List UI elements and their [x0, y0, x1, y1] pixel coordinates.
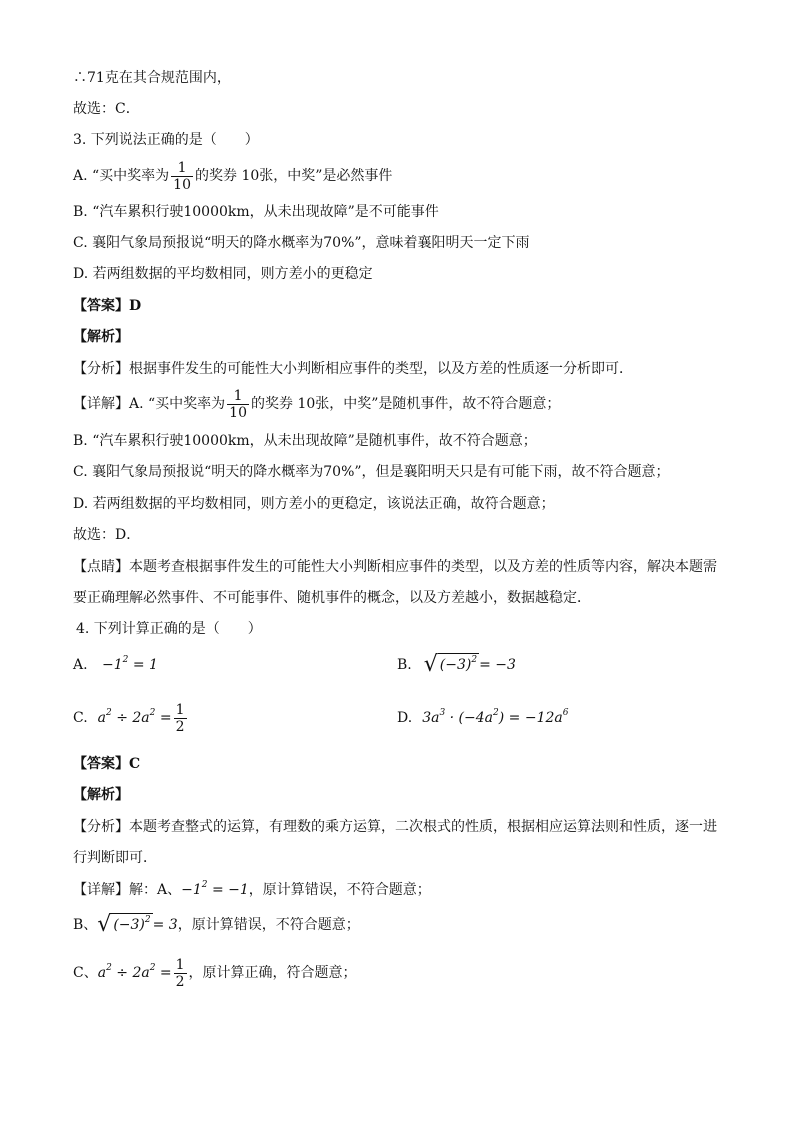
question-4-option-b	[397, 650, 516, 680]
fraction	[171, 160, 193, 193]
sqrt-expression: √ $(-3)^2$	[423, 652, 478, 677]
analysis-text: 【分析】本题考查整式的运算，有理数的乘方运算，二次根式的性质，根据相应运算法则和性质，逐一进	[73, 819, 717, 835]
question-3-stem: 3. 下列说法正确的是（ ）	[73, 132, 259, 148]
detail-line: 【详解】解：A、$-1^2 = -1$，原计算错误，不符合题意；	[73, 880, 431, 898]
detail-line: B、 √ $(-3)^2$ = 3 ，原计算错误，不符合题意；	[73, 912, 360, 937]
option-label: B.	[397, 657, 412, 673]
detail-line	[73, 386, 560, 422]
detail-text: 【详解】A. “买中奖率为	[73, 396, 226, 412]
question-3-option-a	[73, 158, 392, 194]
option-text: A. “买中奖率为	[73, 168, 170, 184]
math-expression: $a^2 \div 2a^2$ =	[97, 963, 172, 981]
fraction-denominator: 10	[173, 176, 191, 193]
fraction: $\frac{1}{2}$	[175, 701, 185, 735]
question-4-option-c	[73, 700, 189, 736]
detail-line: B. “汽车累积行驶10000km，从未出现故障”是随机事件，故不符合题意；	[73, 433, 537, 449]
fraction-denominator: 10	[229, 404, 247, 421]
question-4-stem: 4. 下列计算正确的是（ ）	[76, 621, 262, 637]
option-label: A.	[73, 657, 88, 673]
analysis-text: 行判断即可．	[73, 850, 157, 866]
text-line: ∴71克在其合规范围内，	[73, 70, 231, 86]
note-text: 【点睛】本题考查根据事件发生的可能性大小判断相应事件的类型，以及方差的性质等内容，解决本题需	[73, 559, 717, 575]
text-line: 故选：C．	[73, 101, 140, 117]
math-expression: = −3	[479, 657, 516, 673]
option-label: C.	[73, 710, 88, 726]
fraction-numerator: 1	[177, 159, 187, 176]
math-expression: $-1^2 = -1$	[181, 880, 249, 898]
question-3-option-b: B. “汽车累积行驶10000km，从未出现故障”是不可能事件	[73, 204, 439, 220]
detail-line: C、 $a^2 \div 2a^2$ = $\frac{1}{2}$ ，原计算正确，符合题意；	[73, 956, 357, 990]
fraction-numerator: 1	[233, 387, 243, 404]
math-expression: $-1^2 = 1$	[102, 655, 158, 673]
math-expression: $3a^3 \cdot (-4a^2) = -12a^6$	[422, 708, 569, 726]
question-3-option-c: C. 襄阳气象局预报说“明天的降水概率为70%”，意味着襄阳明天一定下雨	[73, 235, 530, 251]
answer-label: 【答案】C	[73, 756, 141, 772]
question-3-option-d: D. 若两组数据的平均数相同，则方差小的更稳定	[73, 266, 373, 282]
text-line: 故选：D．	[73, 527, 141, 543]
detail-line: C. 襄阳气象局预报说“明天的降水概率为70%”，但是襄阳明天只是有可能下雨，故不符合题意；	[73, 464, 670, 480]
analysis-text: 【分析】根据事件发生的可能性大小判断相应事件的类型，以及方差的性质逐一分析即可．	[73, 361, 633, 377]
fraction: $\frac{1}{2}$	[175, 956, 185, 990]
option-text: 的奖券 10张，中奖”是必然事件	[195, 168, 393, 184]
question-4-option-a	[73, 655, 158, 675]
analysis-label: 【解析】	[73, 787, 129, 803]
sqrt-expression: √ $(-3)^2$	[97, 912, 151, 937]
option-label: D.	[397, 710, 413, 726]
fraction	[227, 388, 249, 421]
math-expression: $a^2 \div 2a^2$ =	[97, 708, 172, 726]
analysis-label: 【解析】	[73, 329, 129, 345]
detail-line: D. 若两组数据的平均数相同，则方差小的更稳定，该说法正确，故符合题意；	[73, 496, 555, 512]
note-text: 要正确理解必然事件、不可能事件、随机事件的概念，以及方差越小，数据越稳定．	[73, 590, 591, 606]
answer-label: 【答案】D	[73, 298, 142, 314]
detail-text: 的奖券 10张，中奖”是随机事件，故不符合题意；	[251, 396, 561, 412]
question-4-option-d	[397, 705, 568, 731]
